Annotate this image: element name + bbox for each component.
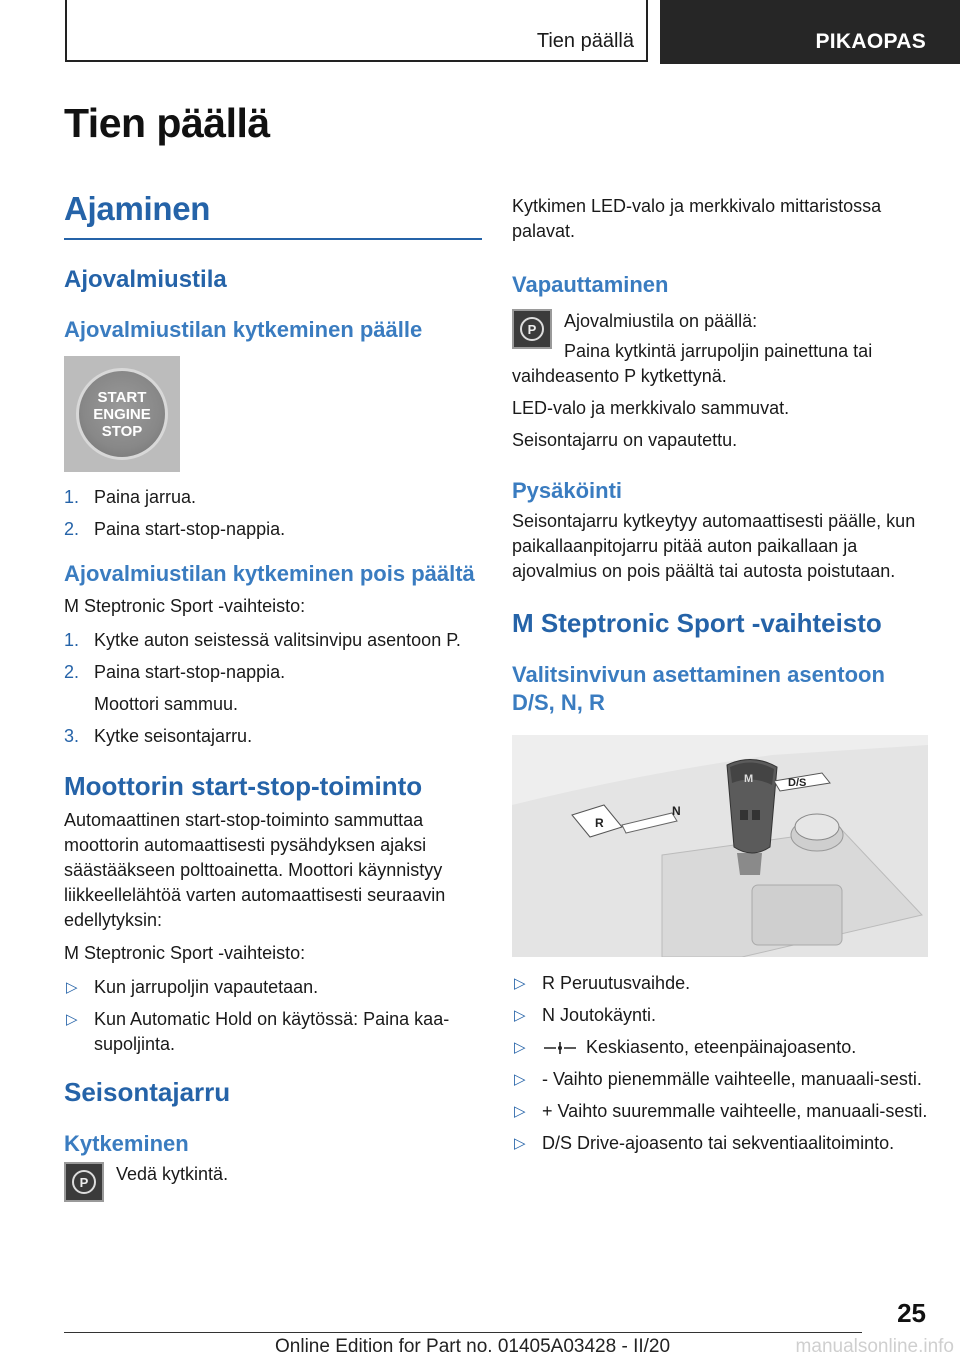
footer-rule	[64, 1332, 862, 1333]
footer-edition: Online Edition for Part no. 01405A03428 - II/20	[275, 1336, 671, 1357]
item-text: Paina start-stop-nappia.	[94, 519, 286, 539]
gearbox-label-1: M Steptronic Sport -vaihteisto:	[64, 596, 306, 616]
heading-vapauttaminen: Vapauttaminen	[512, 272, 669, 297]
gear-selector-illustration	[512, 735, 928, 957]
list-item	[64, 724, 482, 749]
parking-brake-icon	[64, 1162, 104, 1202]
item-text: D/S Drive-ajoasento tai sekventiaalitoiminto.	[542, 1133, 895, 1153]
bullet-icon: ▷	[514, 975, 526, 992]
list-item	[64, 485, 482, 510]
heading-seisontajarru: Seisontajarru	[64, 1077, 231, 1107]
heading-steptronic: M Steptronic Sport -vaihteisto	[512, 608, 882, 638]
paragraph-release-3: LED-valo ja merkkivalo sammuvat.	[512, 398, 790, 418]
item-text: + Vaihto suuremmalle vaihteelle, manuaali-sesti.	[542, 1101, 928, 1121]
bullet-icon: ▷	[514, 1103, 526, 1120]
item-number: 2.	[64, 519, 80, 539]
item-text: R Peruutusvaihde.	[542, 973, 691, 993]
engine-label: ENGINE	[93, 405, 151, 423]
item-number: 3.	[64, 726, 80, 746]
stop-label: STOP	[101, 422, 143, 440]
item-text: Kytke auton seistessä valitsinvipu asentoon P.	[94, 630, 461, 650]
item-subtext: Moottori sammuu.	[94, 694, 239, 714]
header-box	[65, 0, 648, 62]
section-rule	[64, 238, 482, 240]
center-position-icon	[542, 1041, 578, 1055]
release-row	[512, 309, 930, 389]
item-number: 1.	[64, 630, 80, 650]
bullet-icon: ▷	[514, 1071, 526, 1088]
watermark: manualsonline.info	[795, 1336, 954, 1357]
gear-positions-list	[512, 971, 930, 1156]
paragraph-pull-switch: Vedä kytkintä.	[116, 1164, 229, 1184]
start-engine-stop-button	[76, 368, 168, 460]
item-text: N Joutokäynti.	[542, 1005, 657, 1025]
bullet-icon: ▷	[514, 1007, 526, 1024]
item-text: Kun jarrupoljin vapautetaan.	[94, 977, 319, 997]
page-title: Tien päällä	[64, 100, 270, 146]
list-item	[512, 1099, 930, 1124]
item-text: Kun Automatic Hold on käytössä: Paina kaa-supoljinta.	[94, 1009, 450, 1054]
header-section-title: Tien päällä	[536, 30, 634, 52]
right-column	[512, 190, 930, 1163]
list-item	[512, 1003, 930, 1028]
start-stop-button-image	[64, 356, 180, 472]
gear-label-ds: D/S	[788, 777, 807, 789]
gearbox-label-2: M Steptronic Sport -vaihteisto:	[64, 943, 306, 963]
parking-brake-icon-label: P	[72, 1170, 96, 1194]
heading-kytkeminen: Kytkeminen	[64, 1131, 189, 1156]
item-text: - Vaihto pienemmälle vaihteelle, manuaali-sesti.	[542, 1069, 922, 1089]
list-item	[512, 971, 930, 996]
heading-ajovalmiustila-pois: Ajovalmiustilan kytkeminen pois päältä	[64, 561, 475, 586]
heading-ajovalmiustila: Ajovalmiustila	[64, 266, 227, 293]
bullet-icon: ▷	[514, 1135, 526, 1152]
item-number: 1.	[64, 487, 80, 507]
m-logo: M	[744, 773, 754, 785]
paragraph-release-1: Ajovalmiustila on päällä:	[564, 311, 758, 331]
header-tab-pikaopas[interactable]: PIKAOPAS	[660, 0, 960, 64]
parking-brake-row	[64, 1162, 482, 1202]
paragraph-parking: Seisontajarru kytkeytyy automaattisesti päälle, kun paikallaanpitojarru pitää auton paikallaan ja ajovalmius on pois päältä tai autosta poistutaan.	[512, 511, 916, 581]
list-item	[64, 660, 482, 717]
list-item	[64, 975, 482, 1000]
heading-ajovalmiustila-paalle: Ajovalmiustilan kytkeminen päälle	[64, 317, 423, 342]
list-item	[512, 1067, 930, 1092]
bullet-icon: ▷	[514, 1039, 526, 1056]
conditions-list	[64, 975, 482, 1057]
paragraph-release-4: Seisontajarru on vapautettu.	[512, 430, 738, 450]
gear-label-n: N	[672, 804, 681, 818]
bullet-icon: ▷	[66, 1011, 78, 1028]
section-heading-ajaminen: Ajaminen	[64, 190, 211, 227]
parking-brake-icon	[512, 309, 552, 349]
gear-label-r: R	[595, 816, 604, 830]
paragraph-auto-start-stop: Automaattinen start-stop-toiminto sammuttaa moottorin automaattisesti pysähdyksen ajaksi säästääkseen polttoainetta. Moottori käynnistyy liikkeellelähtöä varten automaattisesti seuraavin edellytyksin:	[64, 810, 446, 930]
steps-list-off	[64, 628, 482, 749]
item-text: Kytke seisontajarru.	[94, 726, 253, 746]
list-item	[64, 1007, 482, 1057]
item-text: Paina jarrua.	[94, 487, 197, 507]
list-item	[64, 628, 482, 653]
steps-list-on	[64, 485, 482, 542]
paragraph-led: Kytkimen LED-valo ja merkkivalo mittaristossa palavat.	[512, 196, 882, 241]
list-item	[512, 1035, 930, 1060]
paragraph-release-2: Paina kytkintä jarrupoljin painettuna tai vaihdeasento P kytkettynä.	[512, 341, 873, 386]
start-label: START	[97, 388, 147, 406]
page-number: 25	[897, 1298, 926, 1328]
item-text: Keskiasento, eteenpäinajoasento.	[586, 1037, 857, 1057]
item-text: Paina start-stop-nappia.	[94, 662, 286, 682]
parking-brake-icon-label: P	[520, 317, 544, 341]
bullet-icon: ▷	[66, 979, 78, 996]
heading-pysakointi: Pysäköinti	[512, 478, 623, 503]
list-item	[64, 517, 482, 542]
heading-selector-lever: Valitsinvivun asettaminen asentoon D/S, N, R	[512, 662, 885, 715]
item-number: 2.	[64, 662, 80, 682]
left-column	[64, 190, 482, 1202]
heading-start-stop: Moottorin start-stop-toiminto	[64, 771, 423, 801]
gear-selector-image	[512, 735, 928, 957]
list-item	[512, 1131, 930, 1156]
